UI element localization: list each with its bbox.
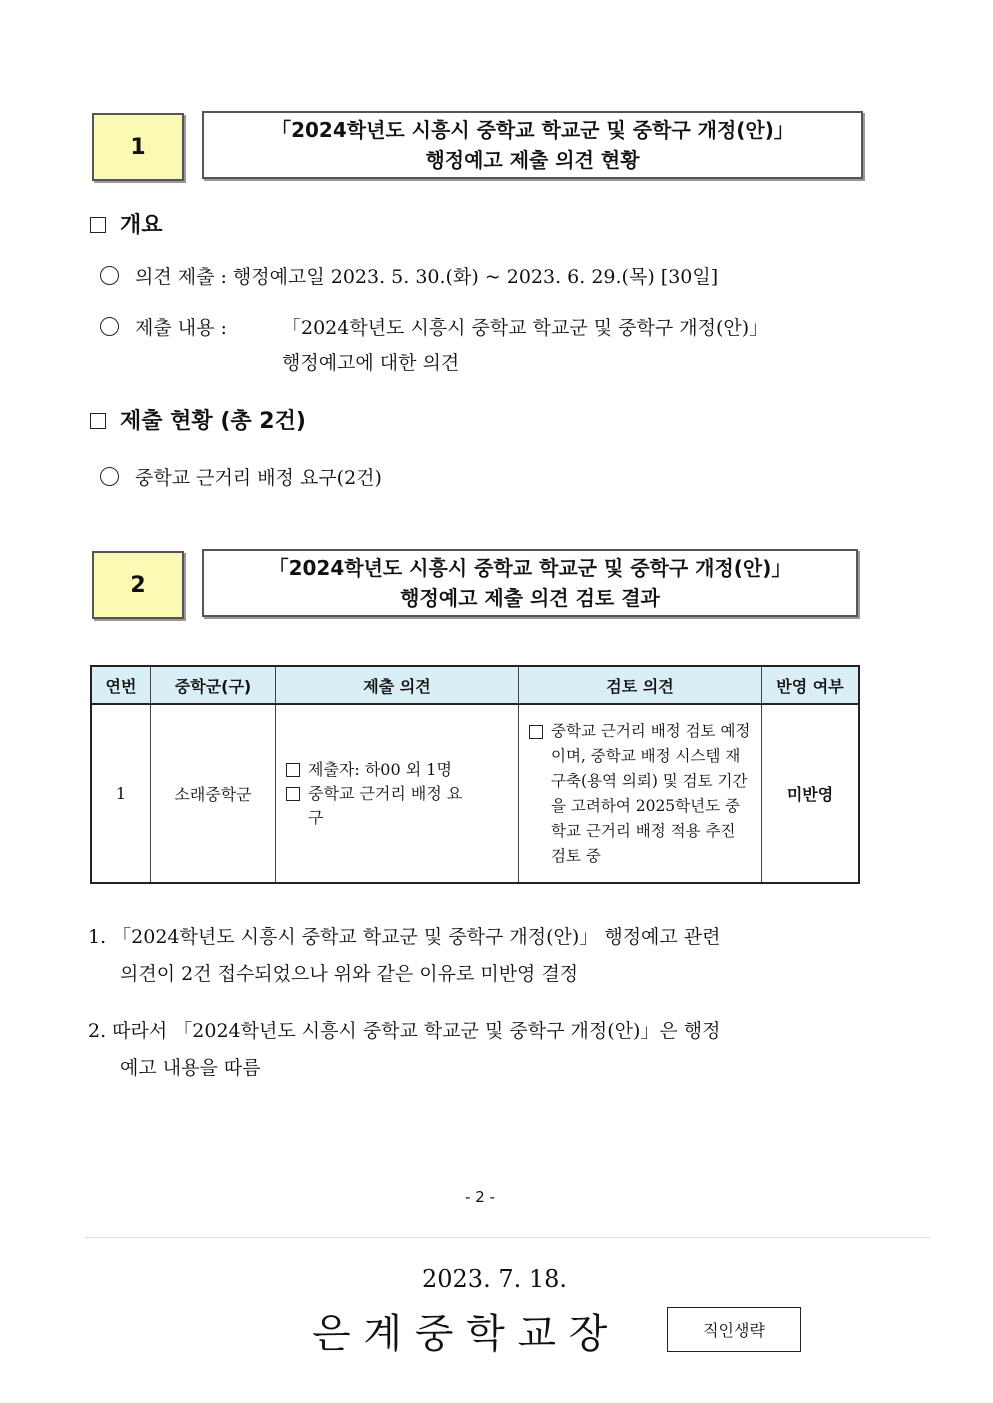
opinion-item: 중학교 근거리 배정 요구 xyxy=(286,782,476,830)
review-item: 중학교 근거리 배정 검토 예정이며, 중학교 배정 시스템 재구축(용역 의뢰) 및 검토 기간을 고려하여 2025학년도 중학교 근거리 배정 적용 추진 검토 중 xyxy=(529,719,753,869)
section-title-1-line1: 「2024학년도 시흥시 중학교 학교군 및 중학구 개정(안)」 xyxy=(271,118,794,142)
overview-heading: 개요 xyxy=(90,208,163,239)
signatory: 은 계 중 학 교 장 xyxy=(312,1311,608,1357)
section-number-2: 2 xyxy=(92,551,184,619)
header-opinion: 제출 의견 xyxy=(276,666,519,704)
square-bullet-icon xyxy=(529,725,543,739)
overview-content-line2: 행정예고에 대한 의견 xyxy=(282,352,460,374)
header-district: 중학군(구) xyxy=(151,666,276,704)
square-bullet-icon xyxy=(286,787,300,801)
status-heading: 제출 현황 (총 2건) xyxy=(90,404,306,435)
conclusion-1 xyxy=(88,919,721,993)
table-header-row xyxy=(91,666,859,704)
seal-omitted-box: 직인생략 xyxy=(667,1307,801,1352)
header-no: 연번 xyxy=(91,666,151,704)
conclusion-2-line1: 2. 따라서 「2024학년도 시흥시 중학교 학교군 및 중학구 개정(안)」은 행정 xyxy=(88,1020,721,1042)
cell-district: 소래중학군 xyxy=(151,704,276,883)
square-bullet-icon xyxy=(90,217,106,233)
circle-bullet-icon xyxy=(100,317,119,336)
square-bullet-icon xyxy=(286,763,300,777)
circle-bullet-icon xyxy=(100,467,119,486)
document-date: 2023. 7. 18. xyxy=(422,1265,568,1293)
square-bullet-icon xyxy=(90,413,106,429)
section-title-2 xyxy=(202,549,858,617)
overview-content-line1: 「2024학년도 시흥시 중학교 학교군 및 중학구 개정(안)」 xyxy=(282,317,769,339)
opinion-item: 제출자: 하00 외 1명 xyxy=(286,758,510,782)
header-review: 검토 의견 xyxy=(519,666,762,704)
cell-no: 1 xyxy=(91,704,151,883)
conclusion-2-line2: 예고 내용을 따름 xyxy=(120,1057,261,1079)
divider xyxy=(85,1237,930,1238)
overview-content: 제출 내용 : xyxy=(100,313,227,340)
page-number: - 2 - xyxy=(465,1188,495,1206)
conclusion-1-line2: 의견이 2건 접수되었으나 위와 같은 이유로 미반영 결정 xyxy=(120,963,579,985)
header-result: 반영 여부 xyxy=(762,666,860,704)
cell-result: 미반영 xyxy=(762,704,860,883)
table-row xyxy=(91,704,859,883)
section-title-1 xyxy=(202,111,863,179)
section-number-1: 1 xyxy=(92,113,184,181)
section-title-1-line2: 행정예고 제출 의견 현황 xyxy=(425,148,640,172)
section-title-2-line2: 행정예고 제출 의견 검토 결과 xyxy=(400,586,660,610)
cell-review xyxy=(519,704,762,883)
overview-submission: 의견 제출 : 행정예고일 2023. 5. 30.(화) ~ 2023. 6. 29.(목) [30일] xyxy=(100,262,718,289)
status-item: 중학교 근거리 배정 요구(2건) xyxy=(100,463,382,490)
circle-bullet-icon xyxy=(100,266,119,285)
conclusion-1-line1: 1. 「2024학년도 시흥시 중학교 학교군 및 중학구 개정(안)」 행정예고 관련 xyxy=(88,926,721,948)
cell-opinion xyxy=(276,704,519,883)
section-title-2-line1: 「2024학년도 시흥시 중학교 학교군 및 중학구 개정(안)」 xyxy=(268,556,792,580)
review-table xyxy=(90,665,860,884)
conclusion-2 xyxy=(88,1013,721,1087)
